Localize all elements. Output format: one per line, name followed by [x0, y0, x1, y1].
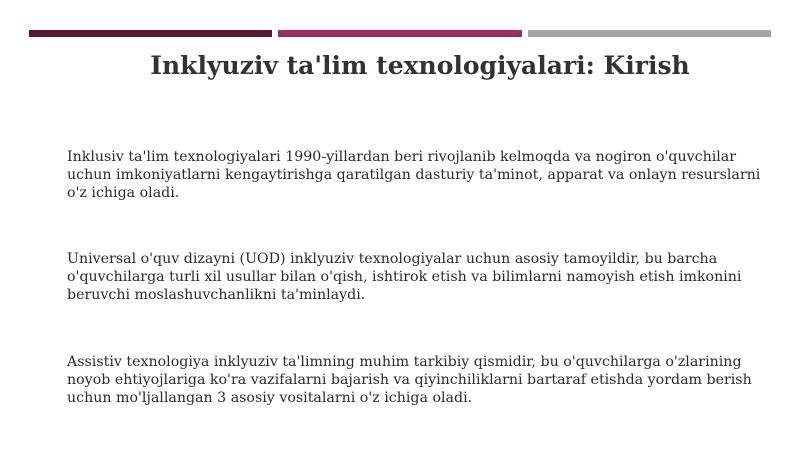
accent-bar-right — [528, 30, 771, 37]
accent-bar-left — [29, 30, 272, 37]
paragraph-history: Inklusiv ta'lim texnologiyalari 1990-yillardan beri rivojlanib kelmoqda va nogiron o'quvchilar uchun imkoniyatlarni kengaytirishga qaratilgan dasturiy ta'minot, apparat va onlayn resurslarni o'z ichiga oladi. — [67, 149, 761, 201]
paragraph-assistive-technology: Assistiv texnologiya inklyuziv ta'limning muhim tarkibiy qismidir, bu o'quvchilarga o'zlarining noyob ehtiyojlariga ko'ra vazifalarni bajarish va qiyinchiliklarni bartaraf etishda yordam berish uchun mo'ljallangan 3 asosiy vositalarni o'z ichiga oladi. — [67, 354, 752, 406]
slide-title: Inklyuziv ta'lim texnologiyalari: Kirish — [150, 51, 690, 80]
accent-bar-middle — [278, 30, 522, 37]
paragraph-universal-design: Universal o'quv dizayni (UOD) inklyuziv texnologiyalar uchun asosiy tamoyildir, bu barcha o'quvchilarga turli xil usullar bilan o'qish, ishtirok etish va bilimlarni namoyish etish imkonini beruvchi moslashuvchanlikni ta'minlaydi. — [67, 251, 742, 303]
